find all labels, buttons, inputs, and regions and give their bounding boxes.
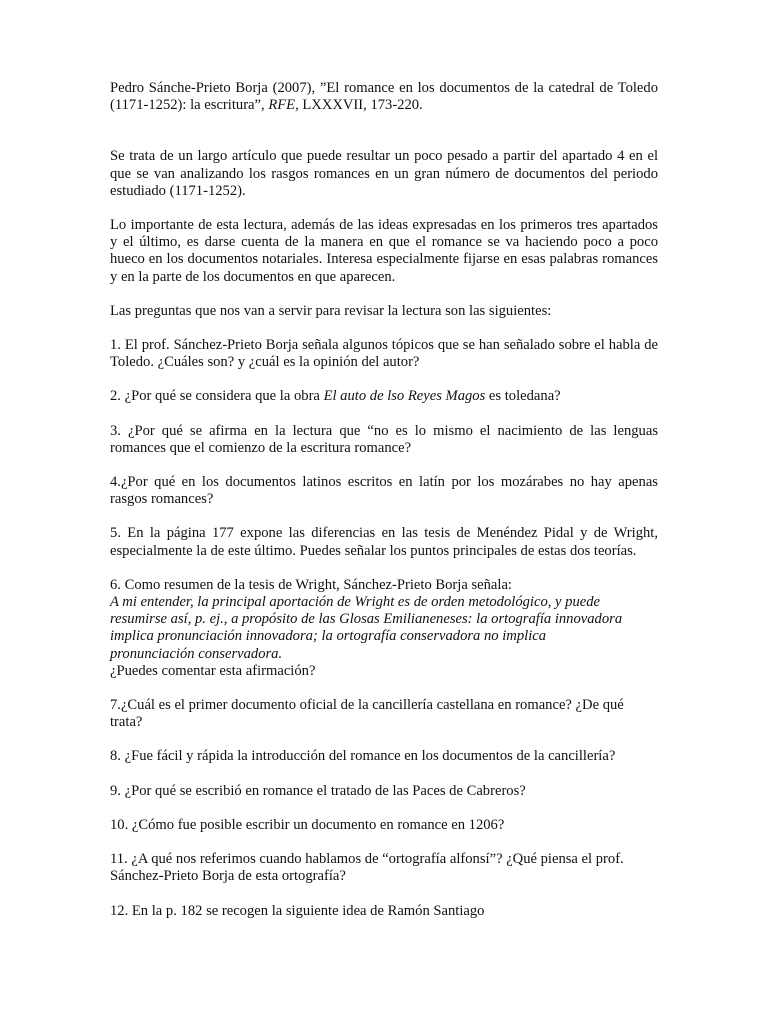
question-7: 7.¿Cuál es el primer documento oficial de la cancillería castellana en romance? ¿De qué trata? bbox=[110, 697, 624, 731]
question-4: 4.¿Por qué en los documentos latinos escritos en latín por los mozárabes no hay apenas rasgos romances? bbox=[110, 474, 658, 508]
question-6-ask: ¿Puedes comentar esta afirmación? bbox=[110, 662, 316, 679]
citation-author: Pedro Sánche-Prieto Borja (2007), ”El romance en los documentos de la catedral de Toledo (1171-1252): la escritura”, bbox=[110, 80, 658, 114]
citation-journal: RFE bbox=[268, 97, 296, 114]
citation bbox=[110, 80, 658, 114]
document-page bbox=[110, 80, 658, 920]
question-11 bbox=[110, 851, 658, 885]
question-6-quote-line-3: implica pronunciación innovadora; la ortografía conservadora no implica bbox=[110, 628, 547, 645]
importance-paragraph: Lo importante de esta lectura, además de las ideas expresadas en los primeros tres apartados y el último, es darse cuenta de la manera en que el romance se va haciendo poco a poco hueco en los documentos notariales. Interesa especialmente fijarse en esas palabras romances y en la parte de los documentos en que aparecen. bbox=[110, 217, 658, 285]
question-11-line-2: Sánchez-Prieto Borja de esta ortografía? bbox=[110, 868, 346, 885]
question-2 bbox=[110, 388, 658, 405]
question-11-line-1: 11. ¿A qué nos referimos cuando hablamos de “ortografía alfonsí”? ¿Qué piensa el prof. bbox=[110, 851, 624, 868]
question-12: 12. En la p. 182 se recogen la siguiente idea de Ramón Santiago bbox=[110, 902, 485, 919]
question-8: 8. ¿Fue fácil y rápida la introducción del romance en los documentos de la cancillería? bbox=[110, 748, 616, 765]
question-9: 9. ¿Por qué se escribió en romance el tratado de las Paces de Cabreros? bbox=[110, 782, 526, 799]
question-2-before: 2. ¿Por qué se considera que la obra bbox=[110, 388, 324, 405]
question-6 bbox=[110, 577, 658, 680]
question-1: 1. El prof. Sánchez-Prieto Borja señala algunos tópicos que se han señalado sobre el habla de Toledo. ¿Cuáles son? y ¿cuál es la opinión del autor? bbox=[110, 337, 658, 371]
question-6-quote-line-4: pronunciación conservadora. bbox=[110, 645, 283, 662]
intro-paragraph: Se trata de un largo artículo que puede resultar un poco pesado a partir del apartado 4 en el que se van analizando los rasgos romances en un gran número de documentos del periodo estudiado (1171-1252). bbox=[110, 148, 658, 199]
question-6-quote-line-2: resumirse así, p. ej., a propósito de las Glosas Emilianeneses: la ortografía innovadora bbox=[110, 611, 623, 628]
question-5: 5. En la página 177 expone las diferencias en las tesis de Menéndez Pidal y de Wright, especialmente la de este último. Puedes señalar los puntos principales de estas dos teorías. bbox=[110, 525, 658, 559]
citation-details: , LXXXVII, 173-220. bbox=[295, 97, 423, 114]
question-6-quote-line-1: A mi entender, la principal aportación de Wright es de orden metodológico, y puede bbox=[110, 594, 601, 611]
question-10: 10. ¿Cómo fue posible escribir un documento en romance en 1206? bbox=[110, 816, 505, 833]
question-2-after: es toledana? bbox=[485, 388, 561, 405]
questions-intro: Las preguntas que nos van a servir para revisar la lectura son las siguientes: bbox=[110, 302, 552, 319]
question-6-intro: 6. Como resumen de la tesis de Wright, Sánchez-Prieto Borja señala: bbox=[110, 576, 512, 593]
question-2-title: El auto de lso Reyes Magos bbox=[323, 388, 486, 405]
question-3: 3. ¿Por qué se afirma en la lectura que “no es lo mismo el nacimiento de las lenguas romances que el comienzo de la escritura romance? bbox=[110, 422, 658, 456]
